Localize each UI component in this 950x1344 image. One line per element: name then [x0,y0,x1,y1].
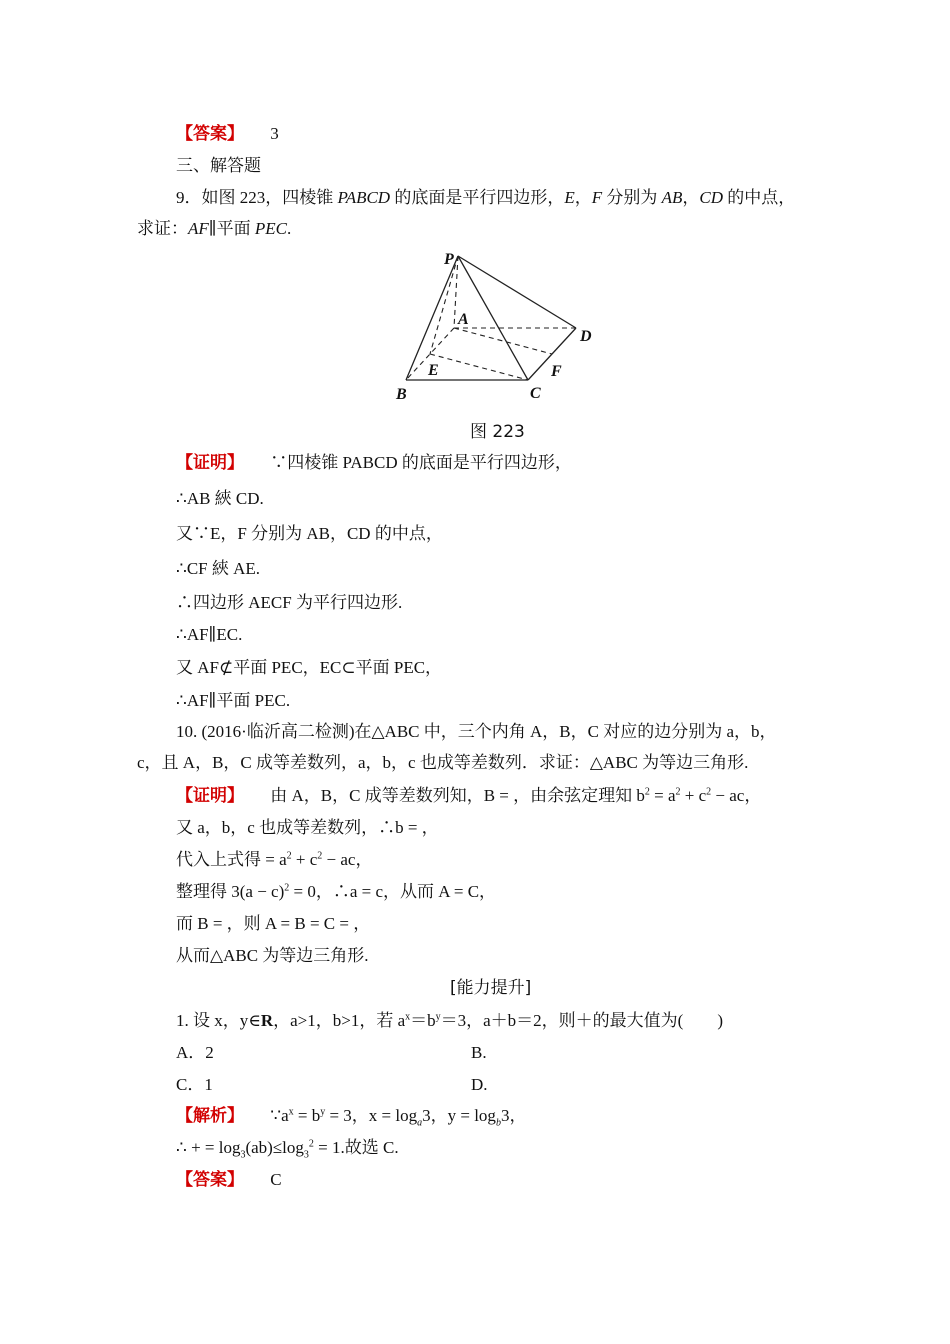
proof-tag: 【证明】 [176,786,244,806]
q9-var: E [564,188,575,207]
answer-value: C [270,1170,282,1189]
option-D: D. [471,1075,488,1094]
superscript: y [435,1011,441,1023]
subscript: 3 [303,1149,309,1161]
q1-real-set: R [260,1011,274,1030]
q9-text: 求证： [137,219,188,238]
analysis-line2 [176,1137,399,1159]
proof-text: ∴CF 綊 AE. [176,559,261,578]
q9-var: CD [699,188,724,207]
final-answer-line [176,1169,282,1191]
option-C: C．1 [176,1075,213,1094]
analysis-text: = 3，x = log [325,1106,418,1125]
superscript: 2 [286,850,292,862]
analysis-text: = b [293,1106,321,1125]
q9-text: 9．如图 223，四棱锥 [176,188,338,207]
q9-var: AF [188,219,209,238]
q9-text: ， [574,188,592,207]
proof-text: + c [680,786,707,805]
q9-var: PEC [254,219,287,238]
proof-text: 整理得 3(a − c) [176,882,285,901]
proof-text: ∵四棱锥 PABCD 的底面是平行四边形， [270,453,572,472]
proof10-line3 [176,849,372,871]
q9-text: 分别为 [602,188,662,207]
edge-EC [430,354,528,380]
proof-text: − ac， [322,850,373,869]
label-P: P [444,251,454,268]
analysis-text: (ab)≤log [245,1138,304,1157]
q10-line2: c，且 A，B，C 成等差数列，a，b，c 也成等差数列．求证：△ABC 为等边三角形. [137,753,749,772]
edge-AF [454,328,552,354]
q1-text: ＝b [410,1011,436,1030]
label-E: E [428,362,439,379]
proof-text: 从而△ABC 为等边三角形. [176,946,369,965]
q1-text: 1. 设 x，y∈ [176,1011,261,1030]
q9-text: . [287,219,292,238]
q9-line1 [176,187,795,209]
analysis-tag: 【解析】 [176,1106,244,1126]
subscript: 3 [240,1149,246,1161]
superscript: 2 [706,786,712,798]
proof-text: 又 AF⊄平面 PEC，EC⊂平面 PEC， [176,658,443,677]
section-title: 三、解答题 [176,156,261,176]
figure-caption: 图 223 [470,422,525,442]
pyramid-diagram [388,246,608,406]
option-B: B. [471,1043,487,1062]
analysis-text: ∵a [270,1106,289,1125]
q9-line2 [137,218,291,240]
proof-text: ∴AF∥EC. [176,625,243,644]
proof9-line1 [176,452,572,474]
answer-tag: 【答案】 [176,124,244,144]
label-A: A [458,311,469,328]
pyramid-figure [388,246,608,411]
label-C: C [530,385,541,402]
proof-text: = a [649,786,676,805]
label-B: B [396,386,407,403]
q9-var: PABCD [337,188,391,207]
proof-text: 由 A，B，C 成等差数列知，B = ，由余弦定理知 b [270,786,645,805]
label-D: D [580,328,592,345]
analysis-line1 [176,1105,526,1127]
subscript: b [495,1117,501,1129]
edge-PE [430,256,458,354]
q9-text: 的底面是平行四边形， [390,188,565,207]
edge-PD [458,256,576,328]
ability-title: [能力提升] [450,978,532,998]
proof-text: 代入上式得 = a [176,850,287,869]
q9-text: ， [682,188,700,207]
proof-text: 而 B = ，则 A = B = C = ， [176,914,371,933]
q10-line1: 10. (2016·临沂高二检测)在△ABC 中，三个内角 A，B，C 对应的边分别为 a，b， [176,722,777,741]
q9-text: ∥平面 [208,219,255,238]
superscript: 2 [284,882,290,894]
superscript: y [320,1106,326,1118]
superscript: 2 [308,1138,314,1150]
analysis-text: 3， [500,1106,527,1125]
proof-text: ∴AF∥平面 PEC. [176,691,291,710]
q9-text: 的中点， [723,188,796,207]
proof-text: ∴四边形 AECF 为平行四边形. [176,593,403,612]
analysis-text: = 1.故选 C. [313,1138,399,1157]
proof-text: ∴AB 綊 CD. [176,489,264,508]
q1-line [176,1010,723,1032]
q9-var: F [591,188,603,207]
superscript: x [288,1106,294,1118]
analysis-text: 3，y = log [422,1106,496,1125]
label-F: F [551,363,562,380]
proof-text: 又∵E，F 分别为 AB，CD 的中点， [176,524,443,543]
analysis-text: ∴ + = log [176,1138,241,1157]
proof-text: + c [291,850,318,869]
subscript: a [417,1117,423,1129]
proof10-line1 [176,785,761,807]
answer-value: 3 [270,124,279,143]
top-answer-line [176,123,279,145]
proof-text: − ac， [711,786,762,805]
proof-text: 又 a，b，c 也成等差数列，∴b = ， [176,818,439,837]
proof10-line4 [176,881,496,903]
proof-text: = 0，∴a = c，从而 A = C， [289,882,497,901]
superscript: 2 [317,850,323,862]
option-A: A．2 [176,1043,214,1062]
answer-tag: 【答案】 [176,1170,244,1190]
q1-text: ＝3，a＋b＝2，则＋的最大值为( ) [440,1011,724,1030]
q1-text: ，a>1，b>1，若 a [273,1011,406,1030]
superscript: 2 [675,786,681,798]
q9-var: AB [661,188,683,207]
superscript: 2 [644,786,650,798]
superscript: x [405,1011,411,1023]
proof-tag: 【证明】 [176,453,244,473]
